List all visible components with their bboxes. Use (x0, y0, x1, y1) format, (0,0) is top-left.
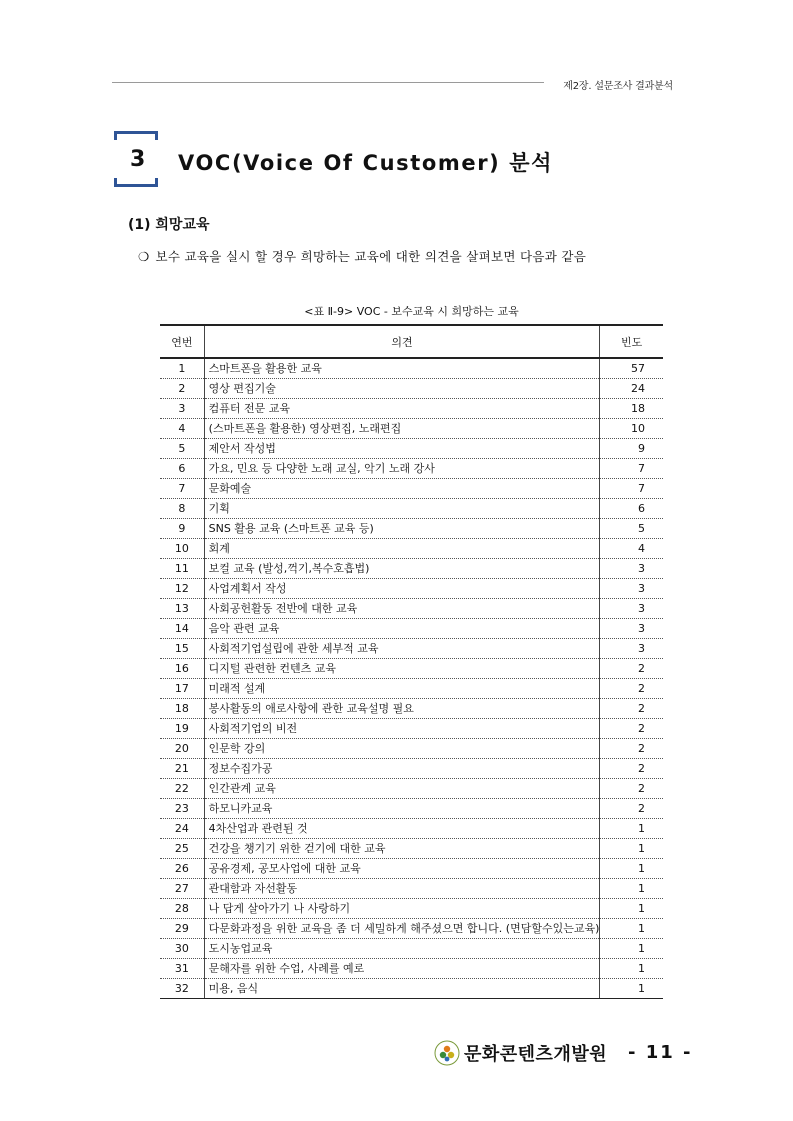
table-row (160, 959, 663, 979)
table-row (160, 419, 663, 439)
row-no: 25 (160, 839, 204, 859)
table-row (160, 899, 663, 919)
row-opinion: 인문학 강의 (204, 739, 600, 759)
row-freq: 3 (600, 619, 663, 639)
row-opinion: 디지털 관련한 컨텐츠 교육 (204, 659, 600, 679)
table-row (160, 619, 663, 639)
section-number: 3 (130, 147, 147, 172)
row-no: 17 (160, 679, 204, 699)
row-no: 10 (160, 539, 204, 559)
row-opinion: 미래적 설계 (204, 679, 600, 699)
row-opinion: 가요, 민요 등 다양한 노래 교실, 악기 노래 강사 (204, 459, 600, 479)
row-freq: 5 (600, 519, 663, 539)
row-no: 6 (160, 459, 204, 479)
bullet-paragraph (138, 247, 586, 265)
row-opinion: 하모니카교육 (204, 799, 600, 819)
row-no: 1 (160, 358, 204, 379)
row-freq: 3 (600, 599, 663, 619)
row-freq: 7 (600, 459, 663, 479)
row-opinion: 회계 (204, 539, 600, 559)
table-row (160, 599, 663, 619)
row-no: 12 (160, 579, 204, 599)
row-opinion: 공유경제, 공모사업에 대한 교육 (204, 859, 600, 879)
row-no: 14 (160, 619, 204, 639)
row-no: 15 (160, 639, 204, 659)
table-row (160, 499, 663, 519)
row-no: 26 (160, 859, 204, 879)
row-opinion: SNS 활용 교육 (스마트폰 교육 등) (204, 519, 600, 539)
page-number: - 11 - (628, 1042, 693, 1063)
row-no: 13 (160, 599, 204, 619)
table-header-row (160, 325, 663, 358)
table-row (160, 919, 663, 939)
row-no: 30 (160, 939, 204, 959)
row-freq: 3 (600, 639, 663, 659)
footer-org-name: 문화콘텐츠개발원 (464, 1044, 608, 1065)
row-opinion: 다문화과정을 위한 교육을 좀 더 세밀하게 해주셨으면 합니다. (면담할수있는교육) (204, 919, 600, 939)
row-opinion: 미용, 음식 (204, 979, 600, 999)
footer-logo (434, 1039, 607, 1067)
org-emblem-icon (434, 1040, 460, 1066)
table-row (160, 519, 663, 539)
row-opinion: 도시농업교육 (204, 939, 600, 959)
table-body (160, 358, 663, 999)
row-opinion: 사회공헌활동 전반에 대한 교육 (204, 599, 600, 619)
row-opinion: 사회적기업설립에 관한 세부적 교육 (204, 639, 600, 659)
section-title: VOC(Voice Of Customer) 분석 (178, 151, 554, 175)
row-opinion: 관대함과 자선활동 (204, 879, 600, 899)
row-freq: 3 (600, 579, 663, 599)
table-row (160, 358, 663, 379)
table-caption: <표 Ⅱ-9> VOC - 보수교육 시 희망하는 교육 (304, 305, 519, 318)
table-row (160, 639, 663, 659)
table-row (160, 759, 663, 779)
header-rule (112, 82, 544, 83)
row-no: 2 (160, 379, 204, 399)
row-opinion: 음악 관련 교육 (204, 619, 600, 639)
row-freq: 24 (600, 379, 663, 399)
bullet-circle-icon: ❍ (138, 249, 150, 264)
row-freq: 4 (600, 539, 663, 559)
table-row (160, 879, 663, 899)
row-no: 31 (160, 959, 204, 979)
row-opinion: 사업계획서 작성 (204, 579, 600, 599)
row-opinion: 문화예술 (204, 479, 600, 499)
row-opinion: 보컬 교육 (발성,꺽기,복수호흡법) (204, 559, 600, 579)
table-row (160, 839, 663, 859)
bullet-text: 보수 교육을 실시 할 경우 희망하는 교육에 대한 의견을 살펴보면 다음과 같음 (155, 249, 587, 264)
table-row (160, 859, 663, 879)
table-row (160, 439, 663, 459)
row-no: 8 (160, 499, 204, 519)
row-no: 19 (160, 719, 204, 739)
row-opinion: 영상 편집기술 (204, 379, 600, 399)
header-freq: 빈도 (600, 325, 663, 358)
row-freq: 1 (600, 919, 663, 939)
row-opinion: 건강을 챙기기 위한 걷기에 대한 교육 (204, 839, 600, 859)
table-row (160, 979, 663, 999)
row-freq: 1 (600, 959, 663, 979)
row-no: 7 (160, 479, 204, 499)
row-freq: 1 (600, 859, 663, 879)
row-no: 9 (160, 519, 204, 539)
table-row (160, 939, 663, 959)
row-no: 21 (160, 759, 204, 779)
header-no: 연번 (160, 325, 204, 358)
row-freq: 3 (600, 559, 663, 579)
row-freq: 1 (600, 939, 663, 959)
row-opinion: (스마트폰을 활용한) 영상편집, 노래편집 (204, 419, 600, 439)
row-no: 16 (160, 659, 204, 679)
row-opinion: 정보수집가공 (204, 759, 600, 779)
row-opinion: 스마트폰을 활용한 교육 (204, 358, 600, 379)
row-freq: 1 (600, 839, 663, 859)
row-freq: 1 (600, 899, 663, 919)
row-opinion: 사회적기업의 비전 (204, 719, 600, 739)
table-row (160, 379, 663, 399)
table-row (160, 579, 663, 599)
row-freq: 18 (600, 399, 663, 419)
row-freq: 2 (600, 699, 663, 719)
row-no: 29 (160, 919, 204, 939)
row-opinion: 나 답게 살아가기 나 사랑하기 (204, 899, 600, 919)
row-no: 4 (160, 419, 204, 439)
table-row (160, 479, 663, 499)
header-opinion: 의견 (204, 325, 600, 358)
table-row (160, 679, 663, 699)
row-opinion: 기획 (204, 499, 600, 519)
row-no: 28 (160, 899, 204, 919)
table-row (160, 699, 663, 719)
row-opinion: 4차산업과 관련된 것 (204, 819, 600, 839)
row-freq: 2 (600, 679, 663, 699)
row-no: 3 (160, 399, 204, 419)
row-opinion: 문해자를 위한 수업, 사례를 예로 (204, 959, 600, 979)
row-freq: 57 (600, 358, 663, 379)
row-no: 23 (160, 799, 204, 819)
row-opinion: 컴퓨터 전문 교육 (204, 399, 600, 419)
row-freq: 9 (600, 439, 663, 459)
row-no: 22 (160, 779, 204, 799)
row-freq: 7 (600, 479, 663, 499)
table-row (160, 799, 663, 819)
row-freq: 2 (600, 739, 663, 759)
row-no: 11 (160, 559, 204, 579)
row-no: 5 (160, 439, 204, 459)
row-freq: 2 (600, 799, 663, 819)
table-row (160, 719, 663, 739)
row-freq: 6 (600, 499, 663, 519)
table-row (160, 739, 663, 759)
row-no: 27 (160, 879, 204, 899)
row-freq: 1 (600, 819, 663, 839)
row-freq: 2 (600, 779, 663, 799)
row-opinion: 인간관계 교육 (204, 779, 600, 799)
chapter-header: 제2장. 설문조사 결과분석 (563, 81, 673, 92)
row-no: 24 (160, 819, 204, 839)
row-freq: 10 (600, 419, 663, 439)
row-no: 18 (160, 699, 204, 719)
table-row (160, 559, 663, 579)
subsection-title: (1) 희망교육 (128, 217, 210, 233)
row-freq: 2 (600, 719, 663, 739)
table-row (160, 399, 663, 419)
row-opinion: 제안서 작성법 (204, 439, 600, 459)
table-row (160, 539, 663, 559)
row-freq: 1 (600, 979, 663, 999)
table-row (160, 659, 663, 679)
row-freq: 2 (600, 759, 663, 779)
table-row (160, 459, 663, 479)
row-no: 20 (160, 739, 204, 759)
row-opinion: 봉사활동의 애로사항에 관한 교육설명 필요 (204, 699, 600, 719)
row-no: 32 (160, 979, 204, 999)
row-freq: 2 (600, 659, 663, 679)
row-freq: 1 (600, 879, 663, 899)
voc-table (160, 324, 663, 999)
table-row (160, 819, 663, 839)
table-row (160, 779, 663, 799)
